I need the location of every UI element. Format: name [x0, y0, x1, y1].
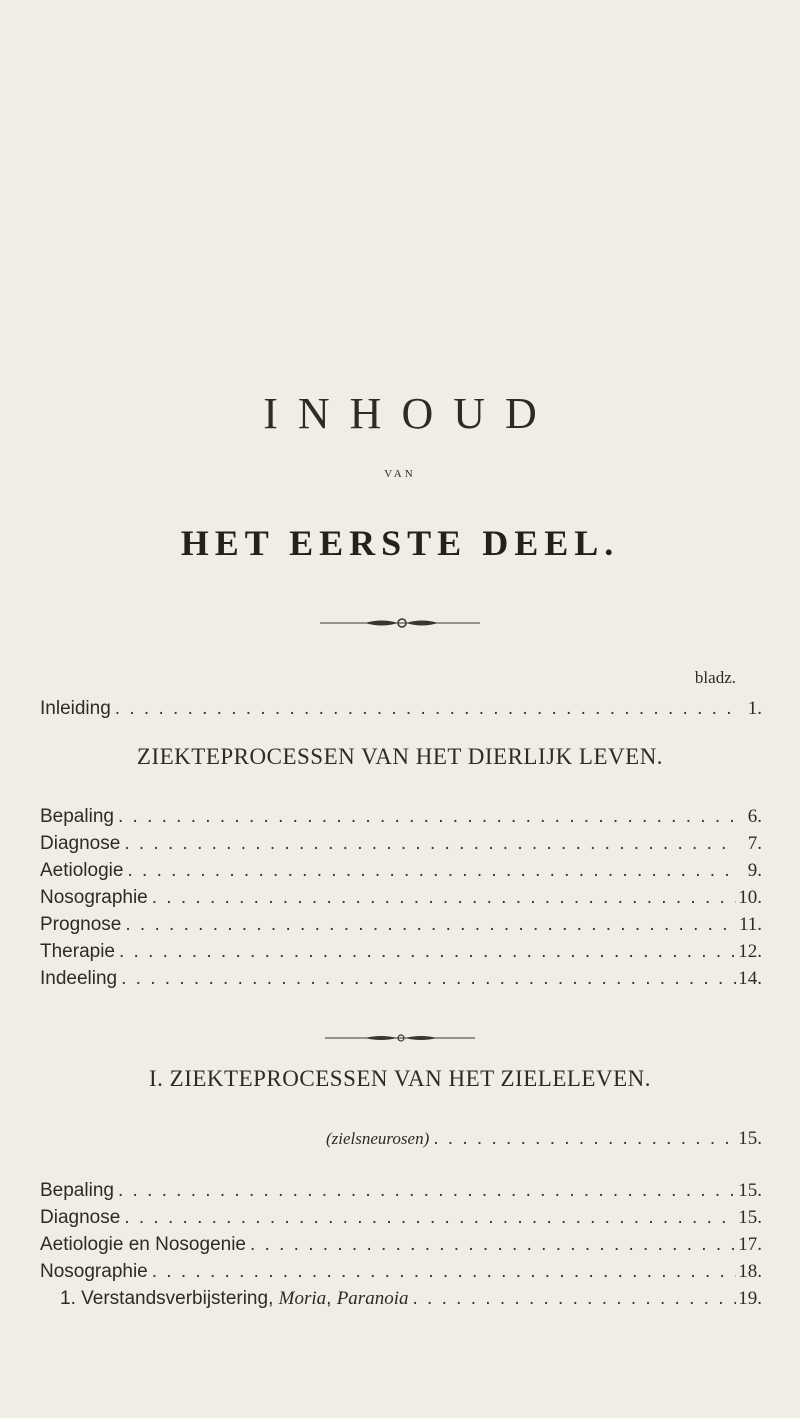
toc-entry-label	[60, 1288, 408, 1310]
toc-entry-label: Nosographie	[40, 887, 148, 908]
part-title: HET EERSTE DEEL.	[180, 523, 620, 563]
toc-entry-page: 7.	[747, 833, 762, 854]
entry-separator: ,	[326, 1288, 337, 1309]
toc-entry[interactable]	[40, 887, 762, 911]
toc-entry-page: 17.	[738, 1234, 762, 1255]
toc-entry-label: Diagnose	[40, 833, 121, 854]
toc-entry-label: Bepaling	[40, 1180, 114, 1201]
dot-leader	[117, 968, 736, 990]
toc-entry[interactable]	[40, 914, 762, 938]
toc-entry-label: Indeeling	[40, 968, 118, 989]
entry-italic-moria: Moria	[278, 1288, 327, 1309]
toc-entry-label: Inleiding	[40, 698, 111, 719]
toc-entry[interactable]	[40, 1261, 762, 1285]
ornament-divider-middle	[0, 1028, 800, 1047]
toc-entry[interactable]	[40, 1180, 762, 1204]
dot-leader	[148, 887, 736, 909]
toc-entry-label: Therapie	[40, 941, 115, 962]
entry-number: 1.	[60, 1288, 76, 1309]
dot-leader	[148, 1261, 736, 1283]
toc-entry-label: Nosographie	[40, 1261, 148, 1282]
dot-leader	[114, 1180, 736, 1202]
section-heading-zieleleven: I. ZIEKTEPROCESSEN VAN HET ZIELELEVEN.	[149, 1066, 651, 1091]
toc-entry-page: 14.	[738, 968, 762, 989]
toc-entry-page: 10.	[738, 887, 762, 908]
dot-leader	[408, 1288, 736, 1310]
toc-entry-verstandsverbijstering[interactable]	[60, 1288, 762, 1312]
dot-leader	[111, 698, 736, 720]
toc-entry-label: Prognose	[40, 914, 122, 935]
dot-leader	[115, 941, 736, 963]
toc-entry[interactable]	[40, 806, 762, 830]
toc-entry-page: 15.	[738, 1207, 762, 1228]
page-title: INHOUD	[263, 389, 557, 438]
toc-entry[interactable]	[40, 968, 762, 992]
toc-entry-page: 15.	[738, 1180, 762, 1201]
toc-entry-label: Bepaling	[40, 806, 114, 827]
toc-entry[interactable]	[40, 941, 762, 965]
toc-entry[interactable]	[40, 1234, 762, 1258]
dot-leader	[429, 1128, 736, 1150]
toc-entry-intro[interactable]	[40, 698, 762, 722]
toc-entry-page: 15.	[738, 1128, 762, 1149]
toc-entry-zielsneurosen[interactable]	[326, 1128, 762, 1152]
entry-italic-paranoia: Paranoia	[336, 1288, 409, 1309]
dot-leader	[123, 860, 736, 882]
dot-leader	[246, 1234, 736, 1256]
toc-entry-page: 19.	[738, 1288, 762, 1309]
toc-entry-page: 18.	[738, 1261, 762, 1282]
title-subtitle: VAN	[384, 468, 416, 480]
toc-entry-label: Aetiologie en Nosogenie	[40, 1234, 246, 1255]
toc-entry-label: (zielsneurosen)	[326, 1129, 430, 1148]
dot-leader	[120, 833, 736, 855]
toc-entry-page: 1.	[747, 698, 762, 719]
section-heading-dierlijk-leven: ZIEKTEPROCESSEN VAN HET DIERLIJK LEVEN.	[136, 744, 664, 769]
toc-entry-page: 11.	[738, 914, 762, 935]
toc-entry[interactable]	[40, 1207, 762, 1231]
toc-entry-page: 6.	[747, 806, 762, 827]
dot-leader	[114, 806, 736, 828]
toc-entry-page: 9.	[747, 860, 762, 881]
toc-entry-label: Diagnose	[40, 1207, 121, 1228]
dot-leader	[121, 914, 736, 936]
toc-entry-label: Aetiologie	[40, 860, 124, 881]
ornament-divider-top	[0, 614, 800, 633]
page-column-label: bladz.	[694, 668, 736, 687]
toc-entry-page: 12.	[738, 941, 762, 962]
dot-leader	[120, 1207, 736, 1229]
entry-text: Verstandsverbijstering,	[81, 1288, 279, 1309]
toc-entry[interactable]	[40, 860, 762, 884]
toc-entry[interactable]	[40, 833, 762, 857]
